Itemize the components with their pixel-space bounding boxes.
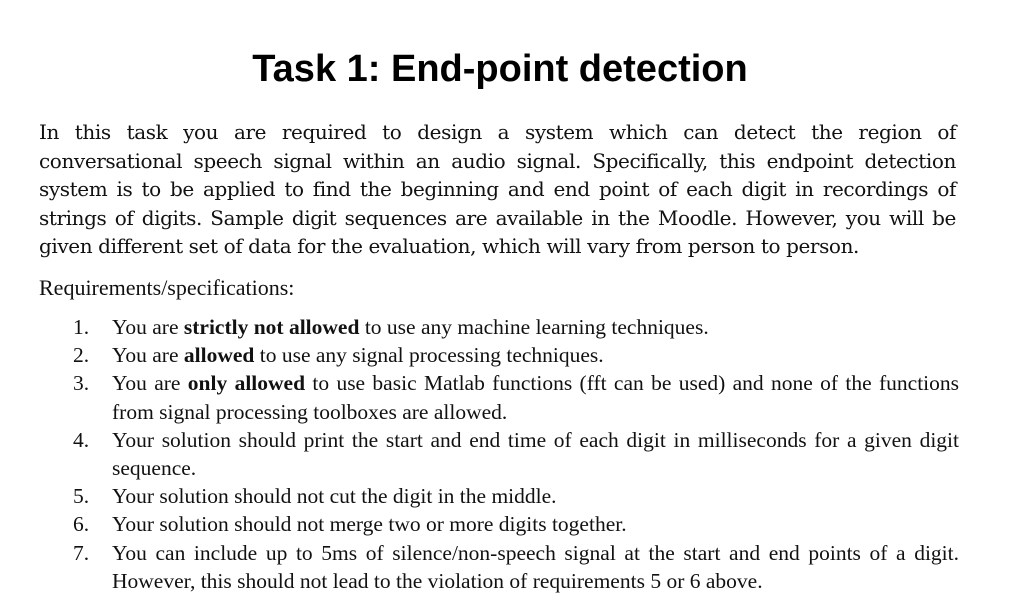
requirement-number: 4.	[73, 427, 90, 452]
requirement-item	[39, 510, 959, 538]
requirement-item	[39, 426, 959, 482]
requirement-text-part: Your solution should print the start and end time of each digit in milliseconds for a given digit sequence.	[112, 427, 959, 481]
requirement-text	[112, 343, 604, 367]
requirement-text	[112, 428, 959, 480]
requirement-emphasis: strictly not allowed	[183, 315, 360, 339]
requirement-emphasis: only allowed	[187, 371, 306, 396]
requirement-text-part: You can include up to 5ms of silence/non-speech signal at the start and end points of a digit. However, this should not lead to the violation of requirements 5 or 6 above.	[112, 540, 959, 593]
requirement-text-part: Your solution should not cut the digit in the middle.	[112, 484, 557, 509]
requirement-item	[39, 482, 959, 510]
requirement-number: 3.	[73, 371, 90, 396]
requirement-item	[39, 313, 959, 341]
requirement-text	[112, 541, 959, 593]
page-title: Task 1: End-point detection	[252, 48, 748, 90]
requirement-text-part: You are	[112, 343, 184, 368]
requirement-item	[39, 369, 959, 425]
requirement-text-part: You are	[112, 371, 188, 396]
requirement-number: 1.	[73, 315, 90, 339]
requirement-text-part: to use any signal processing techniques.	[254, 343, 604, 368]
requirement-number: 6.	[73, 512, 90, 537]
requirement-text-part: to use any machine learning techniques.	[359, 315, 709, 339]
requirement-text	[112, 315, 709, 339]
requirements-heading: Requirements/specifications:	[39, 275, 295, 300]
requirement-text	[112, 484, 557, 508]
requirement-number: 5.	[73, 484, 90, 509]
requirement-text	[112, 512, 627, 536]
requirement-number: 7.	[73, 540, 90, 565]
requirement-text-part: Your solution should not merge two or more digits together.	[112, 512, 627, 537]
intro-paragraph: In this task you are required to design a system which can detect the region of conversational speech signal within an audio signal. Specifically, this endpoint detection system is to be applied to find the beginning and end point of each digit in recordings of strings of digits. Sample digit sequences are available in the Moodle. However, you will be given different set of data for the evaluation, which will vary from person to person.	[39, 120, 956, 259]
requirement-text-part: You are	[112, 315, 184, 339]
requirement-text	[112, 371, 959, 423]
requirement-item	[39, 341, 959, 369]
requirement-number: 2.	[73, 343, 90, 368]
requirements-list	[39, 313, 959, 595]
requirement-item	[39, 539, 959, 595]
requirement-emphasis: allowed	[183, 343, 255, 368]
requirement-text-part: to use basic Matlab functions (fft can be used) and none of the functions from signal processing toolboxes are allowed.	[112, 371, 960, 424]
